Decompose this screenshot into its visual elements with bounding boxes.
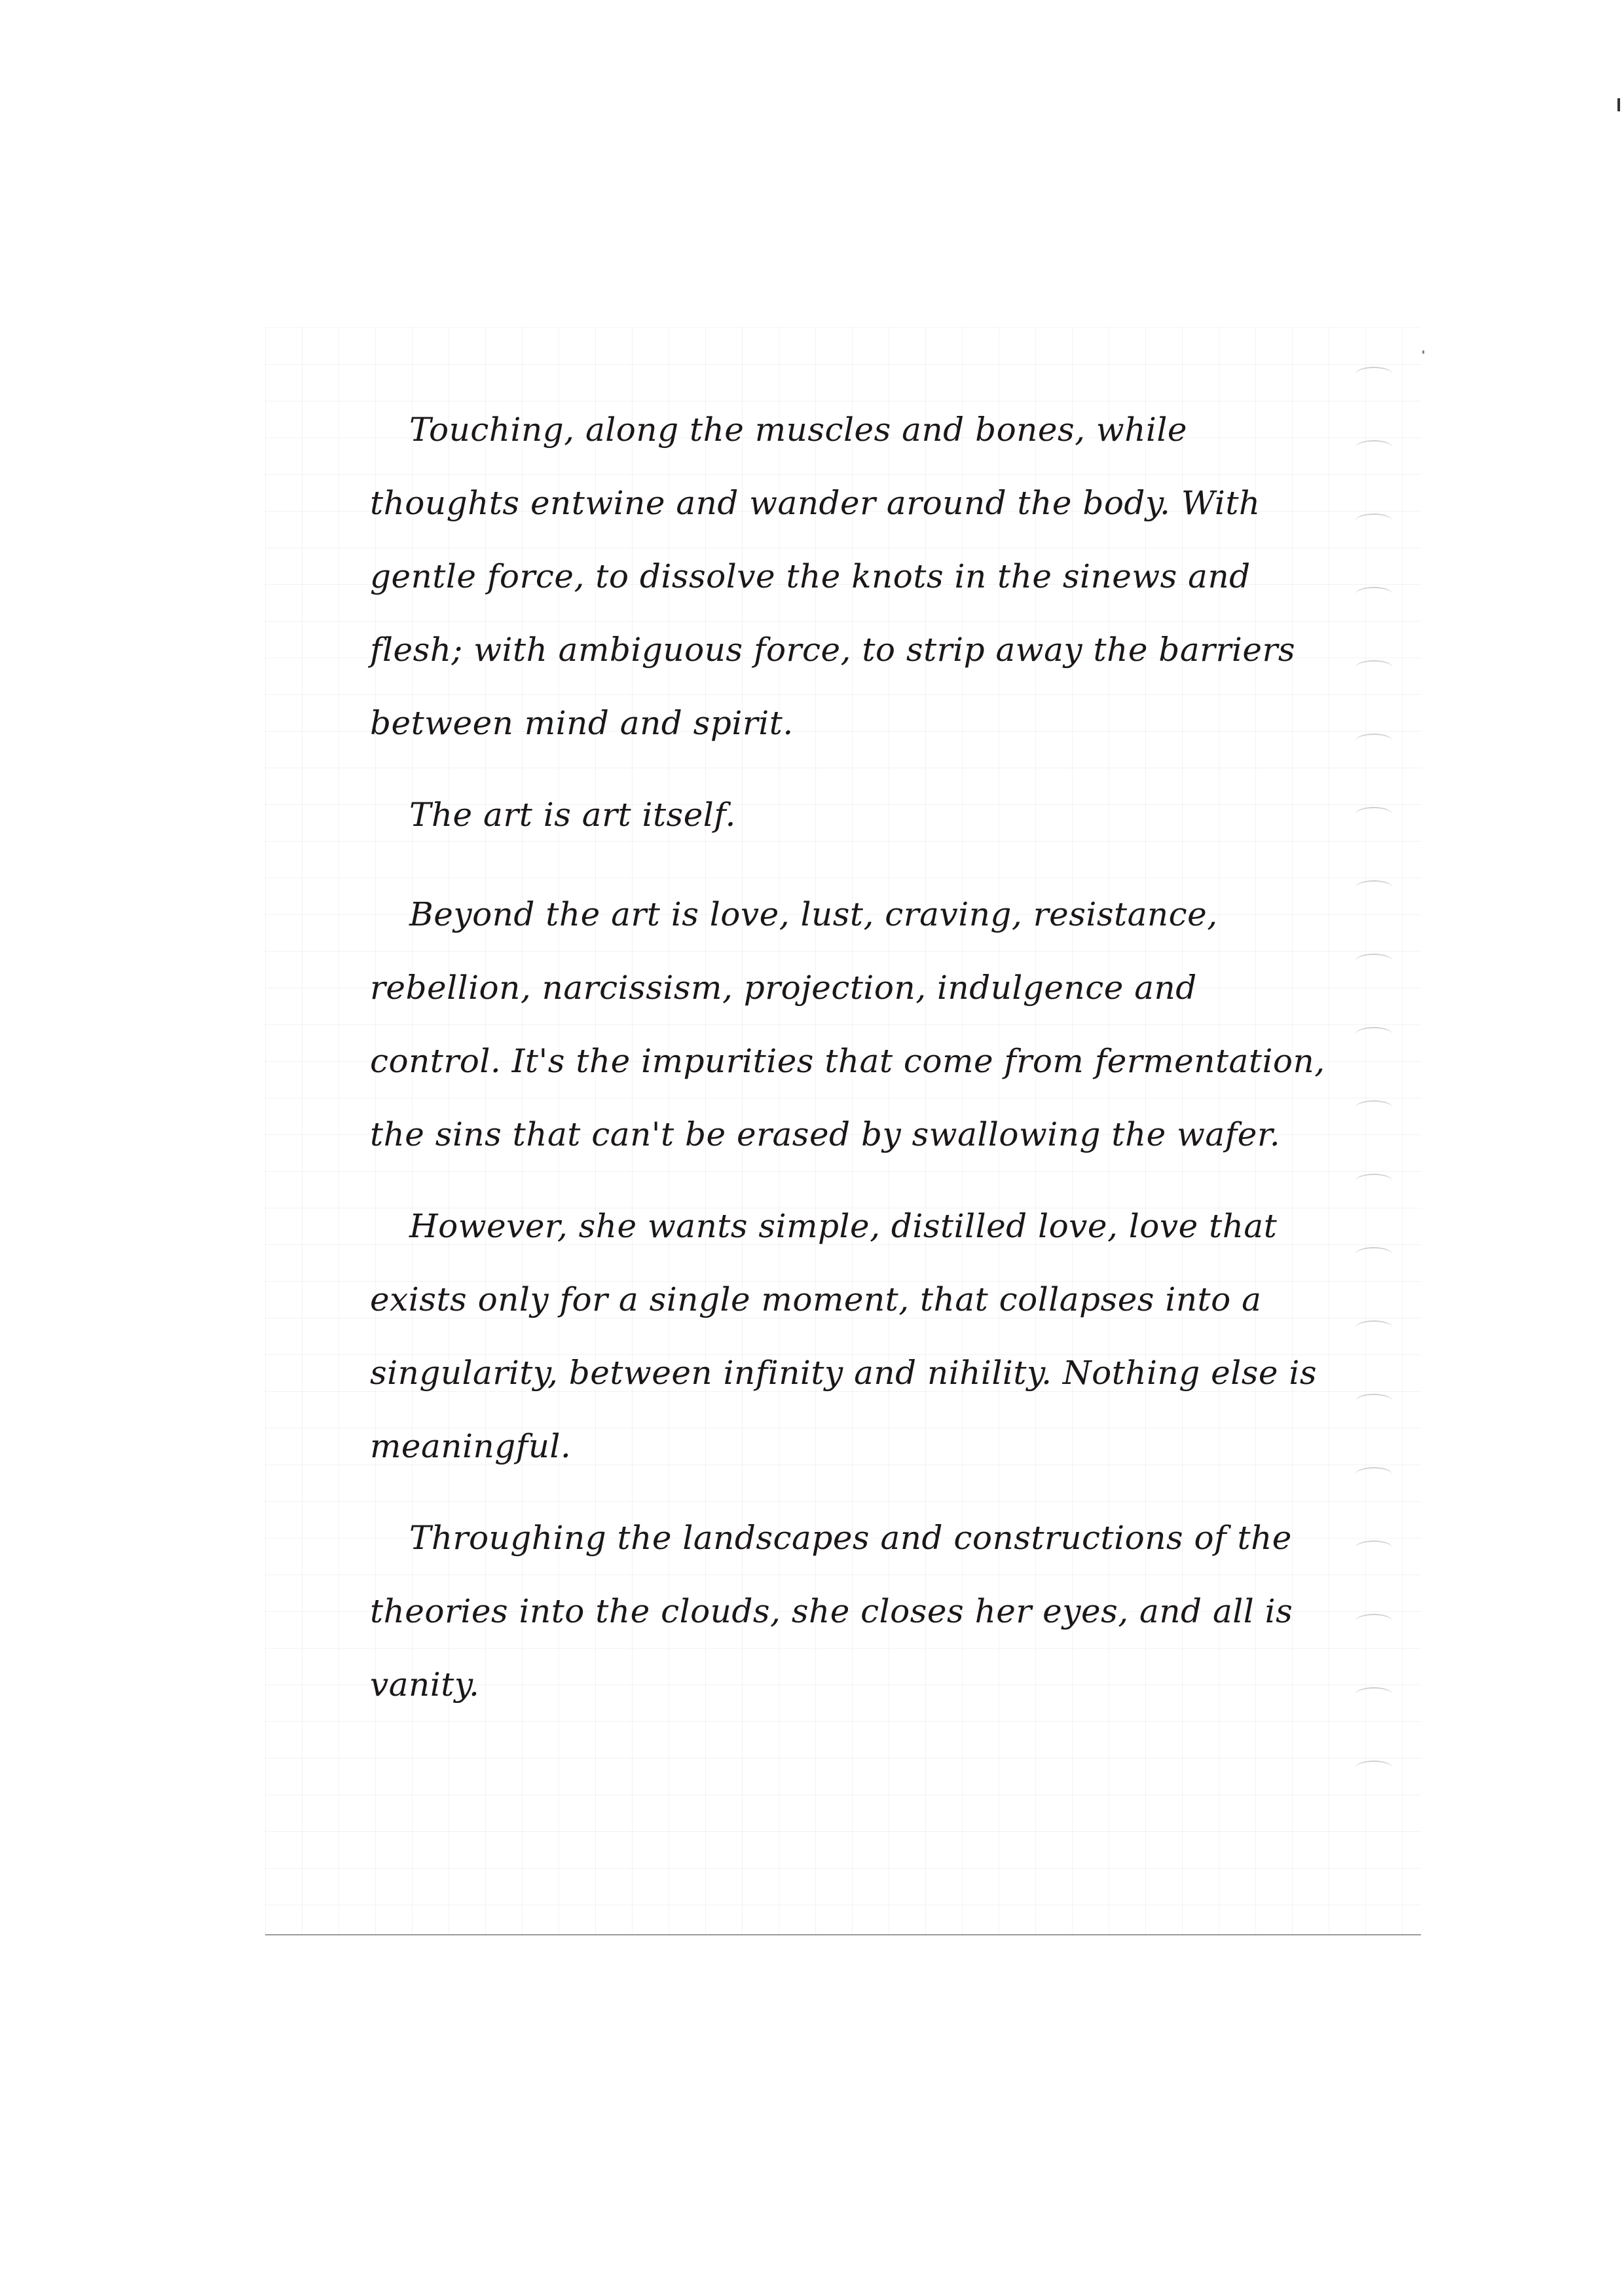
ring-hole-mark [1356, 440, 1392, 455]
ring-hole-mark [1356, 734, 1392, 748]
paragraph: Throughing the landscapes and constructions of the theories into the clouds, she closes her eyes, and all is vanity. [370, 1519, 1293, 1704]
ring-hole-mark [1356, 513, 1392, 528]
ring-hole-mark [1356, 660, 1392, 675]
ring-hole-mark [1356, 807, 1392, 821]
ring-hole-mark [1356, 1761, 1392, 1775]
page-bottom-rule [265, 1934, 1421, 1935]
binder-ring-holes [1356, 367, 1401, 1808]
ring-hole-mark [1356, 1027, 1392, 1041]
paragraph: Beyond the art is love, lust, craving, resistance, rebellion, narcissism, projection, indulgence and control. It's the impurities that come from fermentation, the sins that can't be erased by swallowing the wafer. [370, 895, 1325, 1153]
ring-hole-mark [1356, 1540, 1392, 1555]
paragraph: The art is art itself. [409, 796, 736, 834]
ring-hole-mark [1356, 1687, 1392, 1702]
ring-hole-mark [1356, 1100, 1392, 1115]
ring-hole-mark [1356, 1614, 1392, 1628]
paragraph: However, she wants simple, distilled love, love that exists only for a single moment, that collapses into a singularity, between infinity and nihility. Nothing else is meaningful. [370, 1207, 1318, 1465]
ring-hole-mark [1356, 1174, 1392, 1188]
ring-hole-mark [1356, 1247, 1392, 1261]
ring-hole-mark [1356, 587, 1392, 601]
ring-hole-mark [1356, 1467, 1392, 1482]
ring-hole-mark [1356, 954, 1392, 968]
paragraph: Touching, along the muscles and bones, while thoughts entwine and wander around the body. With gentle force, to dissolve the knots in the sinews and flesh; with ambiguous force, to strip away the barriers between mind and spirit. [370, 411, 1296, 742]
paper-speck [1422, 350, 1424, 354]
handwritten-text [370, 393, 1333, 1740]
ring-hole-mark [1356, 1320, 1392, 1335]
ring-hole-mark [1356, 367, 1392, 381]
scan-corner-mark [1617, 98, 1620, 111]
ring-hole-mark [1356, 1394, 1392, 1408]
ring-hole-mark [1356, 880, 1392, 895]
